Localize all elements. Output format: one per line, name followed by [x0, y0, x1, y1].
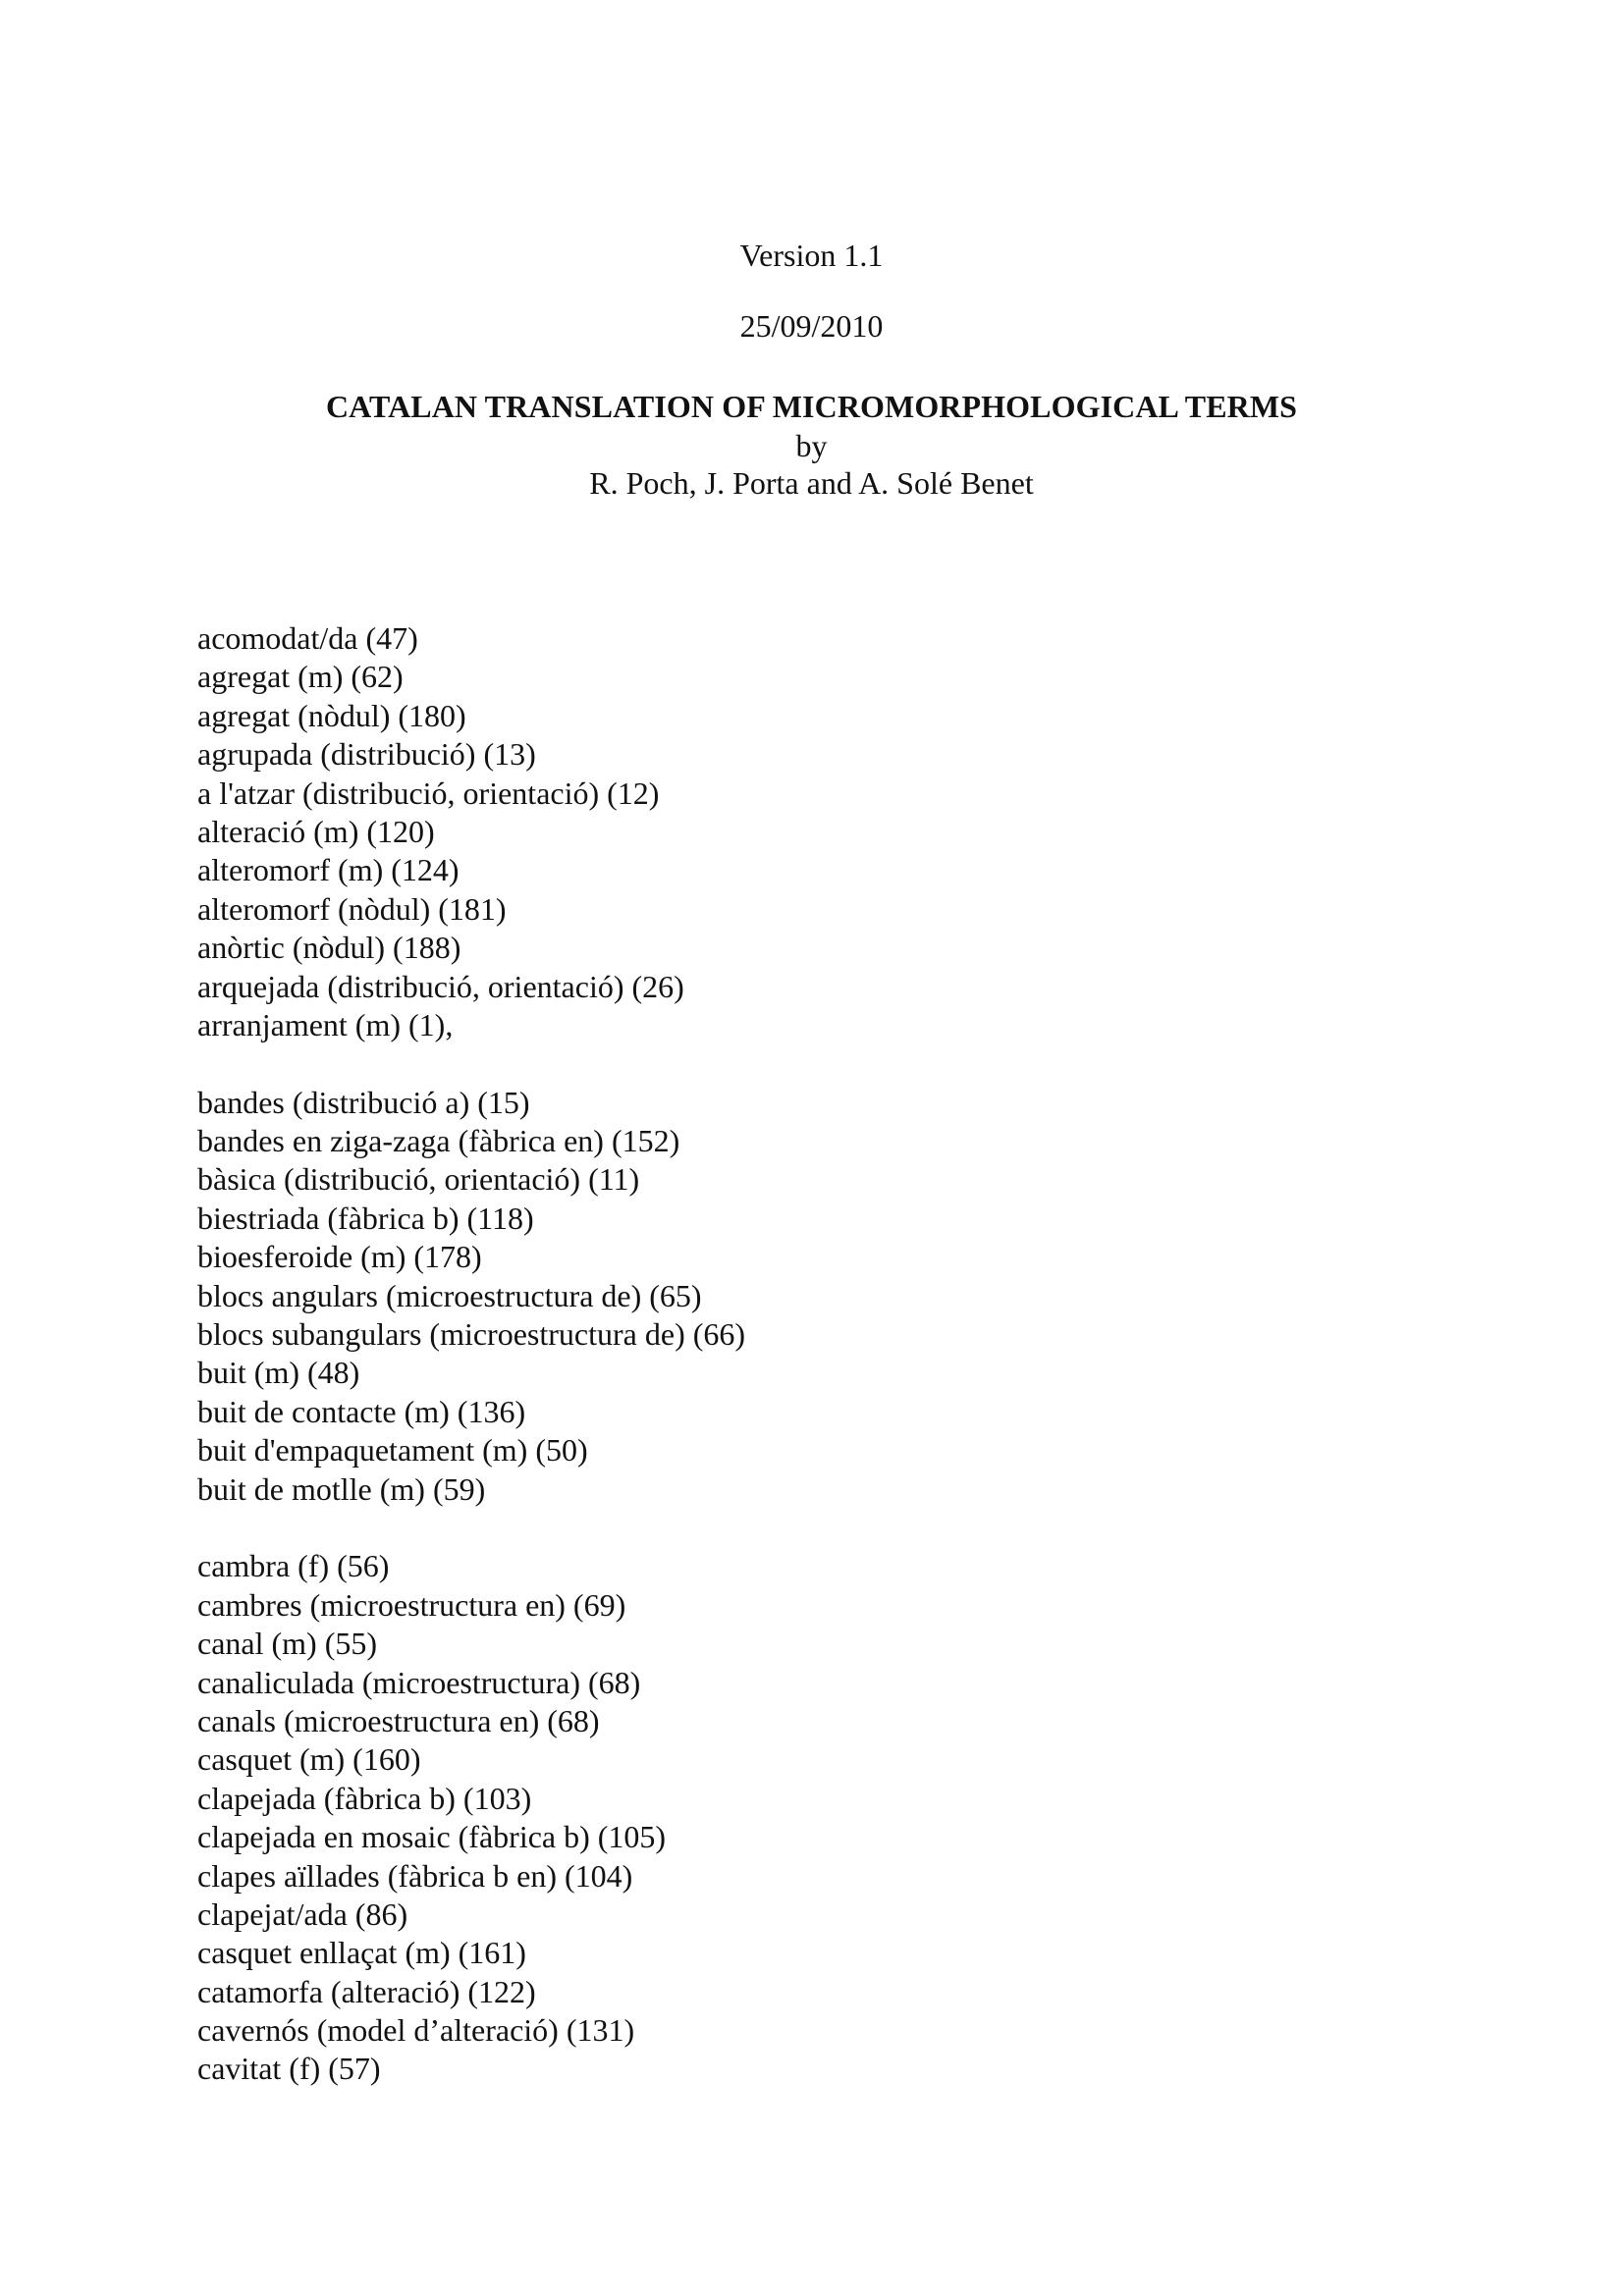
- glossary-entry: bandes en ziga-zaga (fàbrica en) (152): [197, 1123, 680, 1159]
- glossary-entry: acomodat/da (47): [197, 620, 418, 656]
- glossary-entry: clapejat/ada (86): [197, 1896, 408, 1932]
- by-label: by: [795, 428, 828, 463]
- glossary-entry: casquet enllaçat (m) (161): [197, 1935, 526, 1971]
- glossary-entry: cavitat (f) (57): [197, 2051, 381, 2087]
- glossary-entry: alteració (m) (120): [197, 813, 435, 849]
- glossary-entry: agregat (m) (62): [197, 659, 404, 695]
- glossary-entry: blocs angulars (microestructura de) (65): [197, 1277, 702, 1313]
- glossary-entry: catamorfa (alteració) (122): [197, 1973, 536, 2009]
- glossary-group-b: [197, 1084, 1474, 1509]
- date-label: 25/09/2010: [739, 308, 884, 344]
- glossary-entry: biestriada (fàbrica b) (118): [197, 1200, 534, 1236]
- glossary-entry: buit (m) (48): [197, 1355, 360, 1391]
- glossary-entry: clapejada en mosaic (fàbrica b) (105): [197, 1819, 667, 1855]
- document-title: CATALAN TRANSLATION OF MICROMORPHOLOGICAL TERMS: [325, 389, 1298, 424]
- glossary-entry: cambres (microestructura en) (69): [197, 1586, 626, 1623]
- glossary-entry: anòrtic (nòdul) (188): [197, 930, 461, 966]
- glossary-entry: canals (microestructura en) (68): [197, 1702, 600, 1738]
- glossary-entry: canaliculada (microestructura) (68): [197, 1664, 641, 1700]
- glossary-entry: clapes aïllades (fàbrica b en) (104): [197, 1857, 633, 1894]
- glossary-group-a: [197, 619, 1474, 1044]
- glossary-entry: bioesferoide (m) (178): [197, 1239, 482, 1275]
- glossary-entry: buit de motlle (m) (59): [197, 1470, 486, 1507]
- glossary-entry: a l'atzar (distribució, orientació) (12): [197, 774, 660, 811]
- glossary-entry: buit de contacte (m) (136): [197, 1393, 526, 1429]
- glossary-entry: clapejada (fàbrica b) (103): [197, 1780, 532, 1816]
- glossary-entry: alteromorf (nòdul) (181): [197, 890, 507, 927]
- glossary-entry: bandes (distribució a) (15): [197, 1084, 530, 1120]
- glossary-entry: blocs subangulars (microestructura de) (66): [197, 1316, 746, 1353]
- glossary-entry: arranjament (m) (1),: [197, 1006, 454, 1042]
- glossary-group-c: [197, 1547, 1474, 2088]
- glossary-entry: cavernós (model d’alteració) (131): [197, 2012, 635, 2049]
- glossary-entry: casquet (m) (160): [197, 1741, 421, 1778]
- glossary-entry: cambra (f) (56): [197, 1548, 390, 1584]
- version-label: Version 1.1: [739, 238, 884, 273]
- glossary-entry: canal (m) (55): [197, 1626, 378, 1662]
- glossary-entry: agrupada (distribució) (13): [197, 736, 536, 773]
- glossary-entry: arquejada (distribució, orientació) (26): [197, 968, 684, 1004]
- authors-line: R. Poch, J. Porta and A. Solé Benet: [589, 465, 1034, 501]
- glossary-entry: agregat (nòdul) (180): [197, 697, 466, 733]
- glossary-entry: buit d'empaquetament (m) (50): [197, 1432, 588, 1468]
- glossary-list: [197, 619, 1474, 2127]
- glossary-entry: bàsica (distribució, orientació) (11): [197, 1161, 640, 1198]
- glossary-entry: alteromorf (m) (124): [197, 852, 460, 888]
